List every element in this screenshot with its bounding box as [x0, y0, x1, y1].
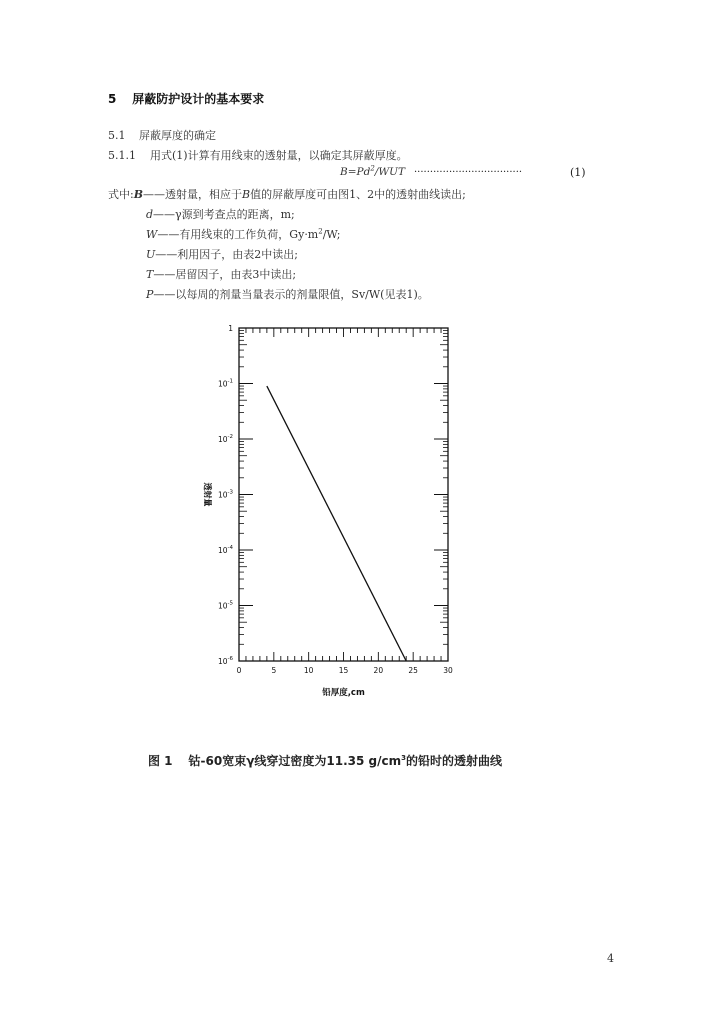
formula-rhs-part2: /WUT: [374, 166, 405, 178]
where-symbol-b: B: [133, 188, 144, 201]
y-tick-label: $10^{-4}$: [217, 545, 233, 555]
where-desc-w-sup: 2: [318, 227, 323, 236]
where-item-d: [146, 206, 295, 222]
where-desc-b-b: 值的屏蔽厚度可由图1、2中的透射曲线读出;: [250, 188, 466, 201]
formula-leader-dots: ··································: [414, 167, 523, 178]
figure-caption-sup: 3: [401, 754, 406, 762]
where-prefix: 式中:: [108, 188, 134, 201]
subsection-number: 5.1: [108, 129, 126, 142]
chart-frame: [239, 328, 448, 661]
figure-caption-text-b: 的铅时的透射曲线: [406, 754, 503, 768]
y-tick-label: $10^{-3}$: [217, 489, 233, 500]
where-dash: ——: [157, 228, 180, 241]
figure-label: 图 1: [148, 754, 173, 768]
where-item-b: [108, 186, 466, 202]
clause-5-1-1: [108, 147, 408, 163]
where-desc-t: 居留因子，由表3中读出;: [175, 268, 297, 281]
where-item-w: [146, 226, 340, 242]
y-tick-exponent: -5: [227, 600, 233, 607]
where-desc-w-a: 有用线束的工作负荷，Gy·m: [179, 228, 319, 241]
figure-caption: [148, 752, 502, 769]
x-tick-label: 10: [303, 666, 314, 675]
y-tick-exponent: -6: [227, 656, 233, 662]
section-title: 屏蔽防护设计的基本要求: [132, 92, 265, 106]
section-number: 5: [108, 92, 117, 106]
y-tick-label: $10^{-1}$: [217, 378, 233, 389]
y-tick-label: 1: [228, 324, 233, 333]
figure-caption-text-a: 钴-60宽束γ线穿过密度为11.35 g/cm: [188, 754, 402, 768]
formula: [340, 166, 405, 178]
where-desc-b-a: 透射量，相应于: [165, 188, 243, 201]
x-tick-label: 30: [443, 666, 453, 675]
x-tick-label: 20: [373, 666, 384, 675]
formula-rhs-part1: =Pd: [347, 166, 371, 178]
where-desc-w-b: /W;: [322, 228, 341, 241]
transmission-curve: [267, 386, 406, 661]
where-symbol-p: P: [146, 288, 154, 301]
y-tick-label: $10^{-2}$: [217, 434, 233, 444]
y-tick-exponent: -2: [227, 434, 233, 440]
clause-number: 5.1.1: [108, 149, 136, 162]
where-dash: ——: [153, 208, 176, 221]
where-symbol-u: U: [146, 248, 156, 261]
chart-ticks: [239, 328, 448, 661]
y-tick-exponent: -3: [227, 489, 233, 496]
where-symbol-w: W: [146, 228, 158, 241]
where-dash: ——: [155, 248, 178, 261]
y-tick-exponent: -1: [227, 378, 233, 385]
where-item-t: [146, 266, 296, 282]
where-item-u: [146, 246, 298, 262]
where-dash: ——: [153, 268, 176, 281]
formula-number: (1): [570, 166, 586, 179]
y-axis-title: 透射量: [203, 482, 212, 507]
x-tick-label: 15: [338, 666, 349, 675]
where-desc-p: 以每周的剂量当量表示的剂量限值，Sv/W(见表1)。: [175, 288, 429, 301]
x-tick-label: 0: [236, 666, 242, 675]
clause-text: 用式(1)计算有用线束的透射量，以确定其屏蔽厚度。: [150, 149, 408, 162]
where-dash: ——: [153, 288, 176, 301]
where-desc-d: γ源到考查点的距离，m;: [175, 208, 295, 221]
chart-series: [267, 386, 406, 661]
where-desc-u: 利用因子，由表2中读出;: [177, 248, 298, 261]
where-item-p: [146, 286, 429, 302]
where-desc-b-symbol: B: [242, 188, 251, 201]
where-dash: ——: [143, 188, 166, 201]
x-tick-label: 25: [408, 666, 418, 675]
formula-lhs: B: [340, 166, 348, 178]
y-tick-label: $10^{-5}$: [217, 600, 233, 611]
page-number: 4: [607, 952, 614, 965]
x-axis-title: 铅厚度,cm: [322, 688, 365, 698]
section-heading: [108, 90, 264, 107]
formula-exponent: 2: [370, 164, 375, 173]
y-tick-exponent: -4: [227, 545, 233, 551]
subsection-title: 屏蔽厚度的确定: [139, 129, 216, 142]
x-tick-label: 5: [271, 666, 277, 675]
where-symbol-d: d: [146, 208, 154, 221]
chart-frame-group: [239, 328, 448, 661]
subsection-heading: [108, 127, 216, 143]
transmission-chart: [180, 316, 480, 711]
where-symbol-t: T: [146, 268, 154, 281]
y-tick-label: $10^{-6}$: [217, 656, 233, 666]
